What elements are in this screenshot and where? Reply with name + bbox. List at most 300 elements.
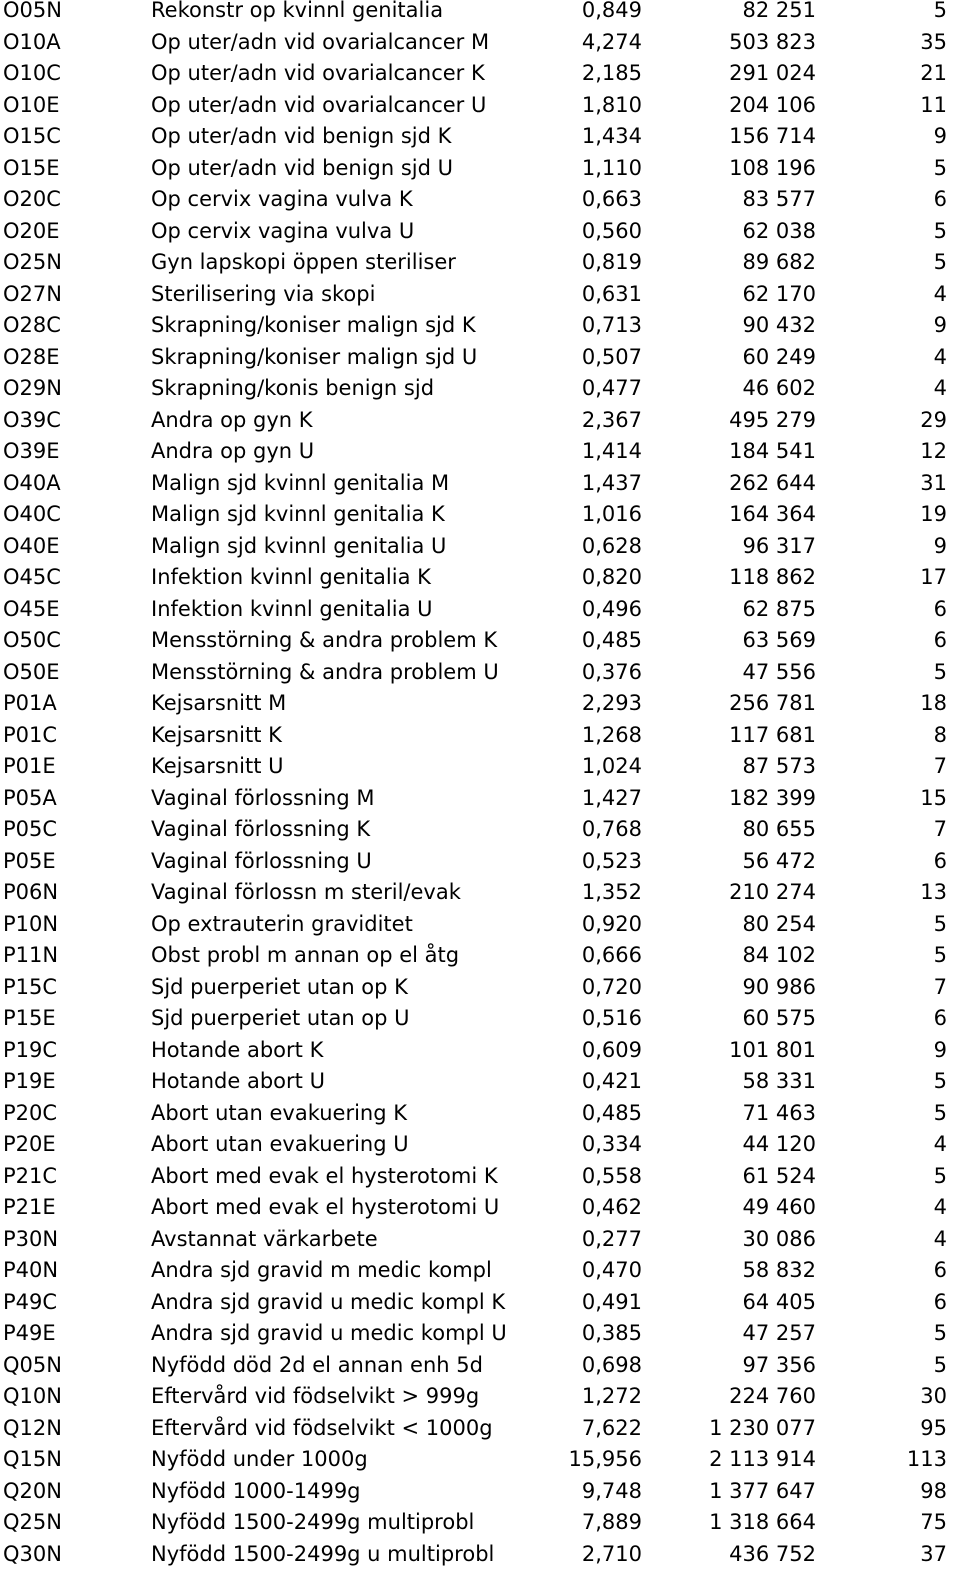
drg-code: O20C <box>3 187 61 211</box>
drg-code: O29N <box>3 376 62 400</box>
drg-cost: 44 120 <box>742 1132 816 1156</box>
drg-code: O39C <box>3 407 61 432</box>
drg-days: 7 <box>933 754 947 778</box>
table-row <box>0 1161 960 1193</box>
drg-cost: 184 541 <box>729 439 816 463</box>
table-row <box>0 27 960 59</box>
drg-cost: 436 752 <box>729 1541 816 1566</box>
drg-days: 6 <box>933 187 947 211</box>
drg-description: Nyfödd 1500-2499g multiprobl <box>151 1510 475 1534</box>
drg-code: Q05N <box>3 1352 62 1377</box>
drg-weight: 1,272 <box>581 1384 642 1408</box>
table-row <box>0 783 960 815</box>
drg-days: 9 <box>933 124 947 148</box>
drg-days: 5 <box>933 0 947 22</box>
drg-description: Op uter/adn vid ovarialcancer U <box>151 92 487 117</box>
drg-days: 18 <box>920 691 947 715</box>
drg-code: O28C <box>3 313 61 337</box>
drg-description: Op cervix vagina vulva U <box>151 218 415 243</box>
drg-days: 17 <box>920 565 947 589</box>
drg-description: Andra sjd gravid u medic kompl U <box>151 1321 507 1345</box>
drg-code: O05N <box>3 0 62 22</box>
drg-cost: 46 602 <box>742 376 816 400</box>
table-row <box>0 153 960 185</box>
table-row <box>0 90 960 122</box>
drg-weight: 2,367 <box>581 407 642 432</box>
table-row <box>0 279 960 311</box>
drg-description: Kejsarsnitt U <box>151 754 284 778</box>
table-row <box>0 940 960 972</box>
drg-cost: 495 279 <box>729 407 816 432</box>
drg-weight: 7,889 <box>581 1510 642 1534</box>
table-row <box>0 657 960 689</box>
drg-code: Q10N <box>3 1384 62 1408</box>
drg-days: 95 <box>920 1415 947 1440</box>
table-row <box>0 1129 960 1161</box>
drg-code: P21C <box>3 1163 58 1188</box>
drg-weight: 0,609 <box>581 1037 642 1062</box>
drg-code: P10N <box>3 911 59 936</box>
drg-cost: 210 274 <box>729 880 816 904</box>
drg-description: Op extrauterin graviditet <box>151 911 413 936</box>
drg-code: P40N <box>3 1258 59 1282</box>
drg-cost: 503 823 <box>729 29 816 54</box>
table-row <box>0 436 960 468</box>
drg-weight: 0,713 <box>581 313 642 337</box>
drg-description: Nyfödd 1000-1499g <box>151 1478 361 1503</box>
drg-code: O20E <box>3 218 60 243</box>
table-row <box>0 562 960 594</box>
drg-description: Skrapning/koniser malign sjd K <box>151 313 476 337</box>
drg-weight: 0,462 <box>581 1195 642 1219</box>
table-row <box>0 1066 960 1098</box>
drg-weight: 0,558 <box>581 1163 642 1188</box>
drg-weight: 0,334 <box>581 1132 642 1156</box>
drg-days: 9 <box>933 1037 947 1062</box>
drg-weight: 0,920 <box>581 911 642 936</box>
drg-code: Q15N <box>3 1447 62 1471</box>
drg-cost: 117 681 <box>729 722 816 747</box>
drg-cost: 58 331 <box>742 1069 816 1093</box>
drg-description: Op cervix vagina vulva K <box>151 187 413 211</box>
drg-description: Nyfödd 1500-2499g u multiprobl <box>151 1541 495 1566</box>
drg-days: 5 <box>933 155 947 180</box>
drg-days: 9 <box>933 533 947 558</box>
drg-code: Q25N <box>3 1510 62 1534</box>
table-row <box>0 121 960 153</box>
table-row <box>0 814 960 846</box>
drg-weight: 0,631 <box>581 281 642 306</box>
drg-description: Op uter/adn vid ovarialcancer K <box>151 61 485 85</box>
drg-cost: 101 801 <box>729 1037 816 1062</box>
drg-days: 5 <box>933 1321 947 1345</box>
drg-days: 5 <box>933 1069 947 1093</box>
drg-weight: 0,485 <box>581 1100 642 1125</box>
drg-description: Malign sjd kvinnl genitalia U <box>151 533 447 558</box>
drg-code: O39E <box>3 439 60 463</box>
drg-days: 5 <box>933 659 947 684</box>
drg-description: Hotande abort K <box>151 1037 324 1062</box>
drg-weight: 15,956 <box>568 1447 642 1471</box>
table-row <box>0 594 960 626</box>
drg-code: O40E <box>3 533 60 558</box>
drg-cost: 224 760 <box>729 1384 816 1408</box>
drg-cost: 64 405 <box>742 1289 816 1314</box>
drg-weight: 7,622 <box>581 1415 642 1440</box>
drg-description: Obst probl m annan op el åtg <box>151 943 460 967</box>
drg-description: Kejsarsnitt M <box>151 691 287 715</box>
drg-cost: 90 986 <box>742 974 816 999</box>
drg-code: O40A <box>3 470 61 495</box>
drg-weight: 1,110 <box>581 155 642 180</box>
drg-description: Sjd puerperiet utan op K <box>151 974 408 999</box>
drg-weight: 4,274 <box>581 29 642 54</box>
drg-cost: 204 106 <box>729 92 816 117</box>
drg-description: Avstannat värkarbete <box>151 1226 378 1251</box>
drg-weight: 0,768 <box>581 817 642 841</box>
drg-description: Abort utan evakuering K <box>151 1100 407 1125</box>
table-row <box>0 1444 960 1476</box>
drg-cost: 30 086 <box>742 1226 816 1251</box>
drg-description: Sterilisering via skopi <box>151 281 376 306</box>
drg-cost: 87 573 <box>742 754 816 778</box>
table-row <box>0 1476 960 1508</box>
drg-cost: 89 682 <box>742 250 816 274</box>
drg-weight: 0,516 <box>581 1006 642 1030</box>
drg-weight: 1,352 <box>581 880 642 904</box>
drg-code: P15C <box>3 974 58 999</box>
drg-cost: 47 257 <box>742 1321 816 1345</box>
drg-description: Skrapning/koniser malign sjd U <box>151 344 478 369</box>
drg-weight: 1,427 <box>581 785 642 810</box>
drg-cost: 62 038 <box>742 218 816 243</box>
drg-cost: 58 832 <box>742 1258 816 1282</box>
drg-cost: 96 317 <box>742 533 816 558</box>
drg-weight: 0,698 <box>581 1352 642 1377</box>
drg-description: Andra op gyn K <box>151 407 313 432</box>
drg-description: Vaginal förlossn m steril/evak <box>151 880 461 904</box>
drg-code: P20E <box>3 1132 56 1156</box>
drg-cost: 49 460 <box>742 1195 816 1219</box>
drg-weight: 0,666 <box>581 943 642 967</box>
drg-weight: 0,477 <box>581 376 642 400</box>
drg-weight: 2,293 <box>581 691 642 715</box>
drg-days: 30 <box>920 1384 947 1408</box>
drg-days: 4 <box>933 376 947 400</box>
drg-code: P05E <box>3 848 56 873</box>
table-row <box>0 1539 960 1571</box>
drg-days: 4 <box>933 1195 947 1219</box>
drg-description: Nyfödd död 2d el annan enh 5d <box>151 1352 483 1377</box>
drg-cost: 80 655 <box>742 817 816 841</box>
drg-days: 8 <box>933 722 947 747</box>
drg-cost: 118 862 <box>729 565 816 589</box>
table-row <box>0 1413 960 1445</box>
drg-code: P05C <box>3 817 58 841</box>
drg-code: P49C <box>3 1289 58 1314</box>
drg-code: Q30N <box>3 1541 62 1566</box>
drg-description: Abort med evak el hysterotomi K <box>151 1163 498 1188</box>
drg-days: 9 <box>933 313 947 337</box>
drg-description: Hotande abort U <box>151 1069 325 1093</box>
table-row <box>0 909 960 941</box>
drg-days: 29 <box>920 407 947 432</box>
table-row <box>0 0 960 27</box>
drg-weight: 0,376 <box>581 659 642 684</box>
drg-cost: 60 575 <box>742 1006 816 1030</box>
drg-weight: 1,434 <box>581 124 642 148</box>
table-row <box>0 1381 960 1413</box>
drg-days: 35 <box>920 29 947 54</box>
drg-days: 21 <box>920 61 947 85</box>
drg-cost: 2 113 914 <box>709 1447 816 1471</box>
drg-code: P15E <box>3 1006 56 1030</box>
drg-days: 5 <box>933 218 947 243</box>
drg-description: Sjd puerperiet utan op U <box>151 1006 410 1030</box>
drg-days: 4 <box>933 1132 947 1156</box>
drg-code: O15C <box>3 124 61 148</box>
drg-description: Malign sjd kvinnl genitalia M <box>151 470 450 495</box>
drg-weight: 0,485 <box>581 628 642 652</box>
drg-weight: 0,663 <box>581 187 642 211</box>
table-row <box>0 405 960 437</box>
drg-code: Q12N <box>3 1415 62 1440</box>
drg-days: 6 <box>933 596 947 621</box>
drg-weight: 2,710 <box>581 1541 642 1566</box>
drg-weight: 0,491 <box>581 1289 642 1314</box>
drg-cost: 61 524 <box>742 1163 816 1188</box>
drg-code: O10C <box>3 61 61 85</box>
drg-code: O50E <box>3 659 60 684</box>
drg-code: O45E <box>3 596 60 621</box>
table-row <box>0 58 960 90</box>
table-row <box>0 688 960 720</box>
table-row <box>0 310 960 342</box>
drg-code: P21E <box>3 1195 56 1219</box>
drg-cost: 256 781 <box>729 691 816 715</box>
drg-weight: 2,185 <box>581 61 642 85</box>
drg-days: 4 <box>933 1226 947 1251</box>
drg-description: Vaginal förlossning K <box>151 817 371 841</box>
drg-cost: 80 254 <box>742 911 816 936</box>
drg-code: P06N <box>3 880 59 904</box>
drg-description: Mensstörning & andra problem K <box>151 628 498 652</box>
drg-code: O40C <box>3 502 61 526</box>
drg-days: 13 <box>920 880 947 904</box>
drg-days: 6 <box>933 1006 947 1030</box>
drg-description: Skrapning/konis benign sjd <box>151 376 435 400</box>
drg-description: Andra sjd gravid u medic kompl K <box>151 1289 506 1314</box>
drg-weight: 0,560 <box>581 218 642 243</box>
drg-days: 37 <box>920 1541 947 1566</box>
drg-weight: 0,470 <box>581 1258 642 1282</box>
drg-days: 5 <box>933 250 947 274</box>
drg-code: P19E <box>3 1069 56 1093</box>
drg-description: Infektion kvinnl genitalia U <box>151 596 433 621</box>
table-row <box>0 1287 960 1319</box>
drg-code: P01E <box>3 754 56 778</box>
drg-code: P11N <box>3 943 59 967</box>
drg-weight: 0,720 <box>581 974 642 999</box>
drg-cost: 182 399 <box>729 785 816 810</box>
drg-code: O45C <box>3 565 61 589</box>
drg-days: 5 <box>933 911 947 936</box>
drg-days: 6 <box>933 848 947 873</box>
drg-days: 5 <box>933 1163 947 1188</box>
drg-cost: 90 432 <box>742 313 816 337</box>
drg-cost: 262 644 <box>729 470 816 495</box>
table-row <box>0 1098 960 1130</box>
table-row <box>0 751 960 783</box>
drg-weight: 0,820 <box>581 565 642 589</box>
drg-code: Q20N <box>3 1478 62 1503</box>
drg-days: 98 <box>920 1478 947 1503</box>
drg-days: 113 <box>906 1447 947 1471</box>
drg-weight: 0,496 <box>581 596 642 621</box>
drg-weight: 0,277 <box>581 1226 642 1251</box>
drg-days: 4 <box>933 344 947 369</box>
drg-code: P19C <box>3 1037 58 1062</box>
drg-weight: 0,385 <box>581 1321 642 1345</box>
drg-days: 7 <box>933 817 947 841</box>
drg-days: 11 <box>920 92 947 117</box>
drg-weight: 0,819 <box>581 250 642 274</box>
drg-days: 31 <box>920 470 947 495</box>
table-row <box>0 1507 960 1539</box>
drg-days: 5 <box>933 943 947 967</box>
drg-cost: 71 463 <box>742 1100 816 1125</box>
drg-weight: 0,523 <box>581 848 642 873</box>
table-row <box>0 216 960 248</box>
drg-description: Eftervård vid födselvikt < 1000g <box>151 1415 493 1440</box>
drg-description: Kejsarsnitt K <box>151 722 282 747</box>
drg-cost: 47 556 <box>742 659 816 684</box>
table-row <box>0 373 960 405</box>
table-row <box>0 468 960 500</box>
drg-cost: 1 230 077 <box>709 1415 816 1440</box>
drg-days: 6 <box>933 1258 947 1282</box>
drg-code: O28E <box>3 344 60 369</box>
drg-cost: 1 318 664 <box>709 1510 816 1534</box>
drg-code: P30N <box>3 1226 59 1251</box>
table-row <box>0 1350 960 1382</box>
drg-description: Abort med evak el hysterotomi U <box>151 1195 500 1219</box>
table-row <box>0 877 960 909</box>
table-row <box>0 1224 960 1256</box>
drg-days: 19 <box>920 502 947 526</box>
table-row <box>0 342 960 374</box>
drg-cost: 291 024 <box>729 61 816 85</box>
drg-description: Mensstörning & andra problem U <box>151 659 499 684</box>
drg-cost: 164 364 <box>729 502 816 526</box>
drg-days: 5 <box>933 1352 947 1377</box>
drg-code: P20C <box>3 1100 58 1125</box>
drg-code: O50C <box>3 628 61 652</box>
drg-code: O10E <box>3 92 60 117</box>
drg-cost: 56 472 <box>742 848 816 873</box>
drg-description: Andra op gyn U <box>151 439 315 463</box>
drg-weight: 1,437 <box>581 470 642 495</box>
drg-description: Vaginal förlossning M <box>151 785 375 810</box>
drg-weight: 1,414 <box>581 439 642 463</box>
drg-weight: 0,849 <box>581 0 642 22</box>
drg-code: O10A <box>3 29 61 54</box>
drg-days: 6 <box>933 628 947 652</box>
table-row <box>0 499 960 531</box>
drg-code: P01A <box>3 691 57 715</box>
drg-cost: 62 170 <box>742 281 816 306</box>
drg-days: 75 <box>920 1510 947 1534</box>
drg-days: 5 <box>933 1100 947 1125</box>
drg-description: Op uter/adn vid benign sjd K <box>151 124 452 148</box>
drg-days: 12 <box>920 439 947 463</box>
drg-code: O27N <box>3 281 62 306</box>
drg-cost: 97 356 <box>742 1352 816 1377</box>
drg-days: 15 <box>920 785 947 810</box>
drg-days: 7 <box>933 974 947 999</box>
drg-description: Gyn lapskopi öppen steriliser <box>151 250 456 274</box>
table-row <box>0 720 960 752</box>
drg-description: Malign sjd kvinnl genitalia K <box>151 502 445 526</box>
table-row <box>0 972 960 1004</box>
drg-weight: 1,268 <box>581 722 642 747</box>
drg-description: Abort utan evakuering U <box>151 1132 409 1156</box>
table-row <box>0 1318 960 1350</box>
drg-cost: 82 251 <box>742 0 816 22</box>
table-row <box>0 1255 960 1287</box>
drg-code: O25N <box>3 250 62 274</box>
drg-weight: 1,810 <box>581 92 642 117</box>
drg-cost: 83 577 <box>742 187 816 211</box>
table-row <box>0 184 960 216</box>
drg-cost: 63 569 <box>742 628 816 652</box>
table-row <box>0 1035 960 1067</box>
drg-cost: 1 377 647 <box>709 1478 816 1503</box>
drg-code: P05A <box>3 785 57 810</box>
drg-weight: 0,507 <box>581 344 642 369</box>
drg-description: Rekonstr op kvinnl genitalia <box>151 0 444 22</box>
drg-weight: 1,016 <box>581 502 642 526</box>
drg-days: 4 <box>933 281 947 306</box>
table-row <box>0 846 960 878</box>
drg-cost: 108 196 <box>729 155 816 180</box>
drg-cost: 62 875 <box>742 596 816 621</box>
drg-description: Op uter/adn vid benign sjd U <box>151 155 454 180</box>
drg-weight: 0,421 <box>581 1069 642 1093</box>
drg-description: Vaginal förlossning U <box>151 848 372 873</box>
drg-weight: 1,024 <box>581 754 642 778</box>
drg-days: 6 <box>933 1289 947 1314</box>
drg-description: Nyfödd under 1000g <box>151 1447 368 1471</box>
drg-weight: 9,748 <box>581 1478 642 1503</box>
drg-code: O15E <box>3 155 60 180</box>
table-row <box>0 1003 960 1035</box>
table-row <box>0 625 960 657</box>
drg-code: P49E <box>3 1321 56 1345</box>
table-row <box>0 531 960 563</box>
drg-code: P01C <box>3 722 58 747</box>
drg-description: Andra sjd gravid m medic kompl <box>151 1258 492 1282</box>
drg-description: Infektion kvinnl genitalia K <box>151 565 431 589</box>
drg-description: Op uter/adn vid ovarialcancer M <box>151 29 490 54</box>
drg-cost: 60 249 <box>742 344 816 369</box>
table-row <box>0 1192 960 1224</box>
drg-cost: 84 102 <box>742 943 816 967</box>
drg-description: Eftervård vid födselvikt > 999g <box>151 1384 480 1408</box>
drg-weight: 0,628 <box>581 533 642 558</box>
drg-cost: 156 714 <box>729 124 816 148</box>
table-row <box>0 247 960 279</box>
